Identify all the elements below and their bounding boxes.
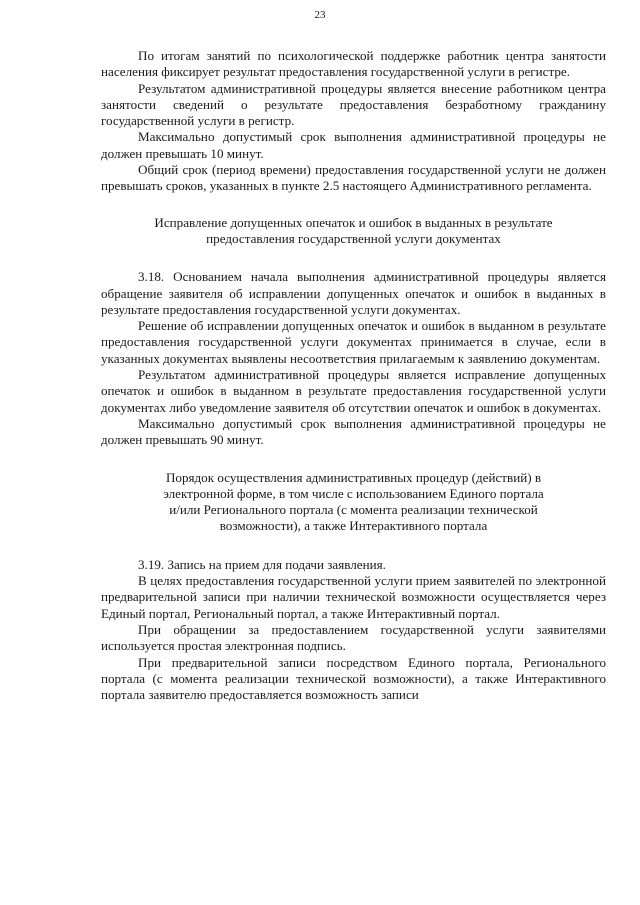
paragraph-correction-result: Результатом административной процедуры является исправление допущенных опечаток и ошибок в выданном в результате предоставления государственной услуги документах либо уведомление заявителя об отсутствии опечаток и ошибок в документах. (101, 367, 606, 415)
paragraph-max-time-10: Максимально допустимый срок выполнения административной процедуры не должен превышать 10 минут. (101, 129, 606, 161)
paragraph-registry-result: По итогам занятий по психологической поддержке работник центра занятости населения фиксирует результат предоставления государственной услуги в регистре. (101, 48, 606, 80)
paragraph-max-time-90: Максимально допустимый срок выполнения административной процедуры не должен превышать 90 минут. (101, 415, 606, 448)
heading-line: предоставления государственной услуги документах (206, 230, 501, 246)
heading-line: Исправление допущенных опечаток и ошибок в выданных в результате (154, 214, 553, 230)
paragraph-electronic-signature: При обращении за предоставлением государственной услуги заявителями используется простая электронная подпись. (101, 621, 606, 654)
section-heading-electronic (101, 470, 606, 535)
paragraph-3-19: 3.19. Запись на прием для подачи заявления. (138, 556, 386, 572)
paragraph-procedure-result: Результатом административной процедуры является внесение работником центра занятости сведений о результате предоставления безработному гражданину государственной услуги в регистр. (101, 80, 606, 129)
page-number: 23 (314, 9, 326, 21)
heading-line: электронной форме, в том числе с использованием Единого портала (163, 485, 544, 501)
document-body (101, 48, 606, 703)
section-corrections (101, 269, 606, 448)
paragraph-electronic-appointment: В целях предоставления государственной услуги прием заявителей по электронной предварительной записи при наличии технической возможности осуществляется через Единый портал, Региональный портал, а также Интерактивный портал. (101, 573, 606, 621)
paragraph-preliminary-record: При предварительной записи посредством Единого портала, Регионального портала (с момента реализации технической возможности), а также Интерактивного портала заявителю предоставляется возможность записи (101, 654, 606, 703)
paragraph-total-period: Общий срок (период времени) предоставления государственной услуги не должен превышать сроков, указанных в пункте 2.5 настоящего Административного регламента. (101, 162, 606, 194)
paragraph-3-18: 3.18. Основанием начала выполнения административной процедуры является обращение заявителя об исправлении допущенных опечаток и ошибок в выданных в результате предоставления государственной услуги документах. (101, 269, 606, 317)
heading-line: и/или Регионального портала (с момента реализации технической (169, 502, 538, 518)
section-electronic (101, 557, 606, 704)
section-heading-corrections (101, 215, 606, 248)
heading-line: Порядок осуществления административных процедур (действий) в (165, 469, 542, 485)
paragraph-correction-decision: Решение об исправлении допущенных опечаток и ошибок в выданном в результате предоставления государственной услуги документах принимается в случае, если в указанных документах выявлены несоответствия прилагаемым к заявлению документам. (101, 318, 606, 366)
heading-line: возможности), а также Интерактивного портала (219, 518, 488, 534)
